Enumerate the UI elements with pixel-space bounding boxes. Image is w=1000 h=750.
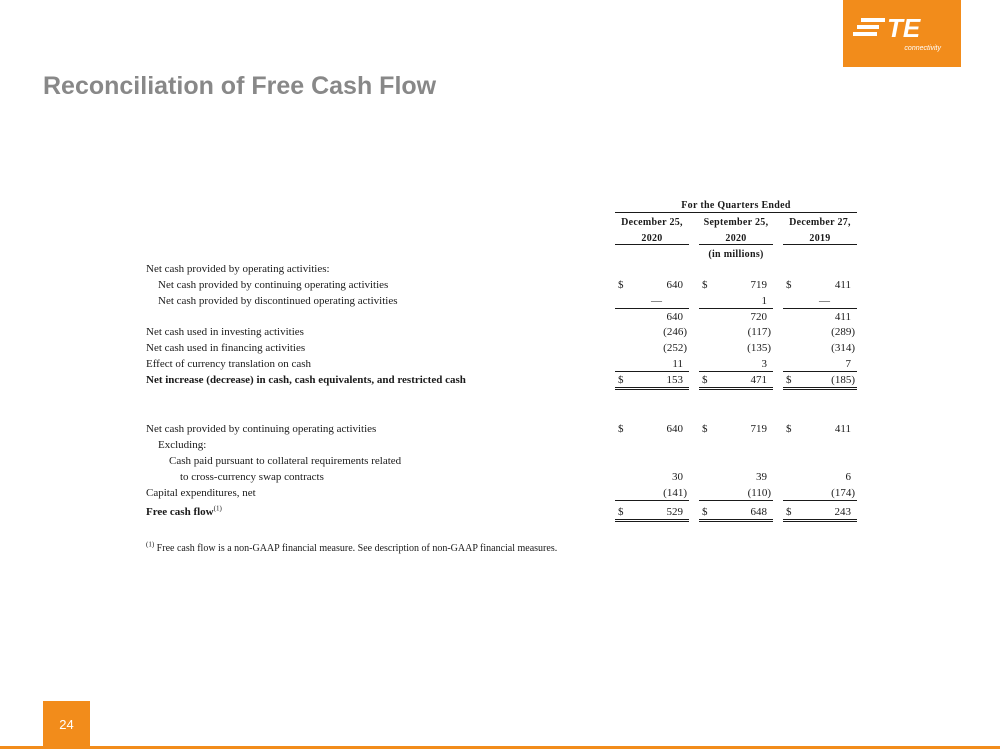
value-ops-total-2: 720 <box>750 311 767 323</box>
footnote-text: Free cash flow is a non-GAAP financial measure. See description of non-GAAP financial measures. <box>156 543 558 554</box>
currency-symbol: $ <box>618 374 624 386</box>
value-fx-3: 7 <box>845 358 851 370</box>
page-number: 24 <box>59 717 74 732</box>
value-investing-1: (246) <box>663 326 687 338</box>
value-collateral-1: 30 <box>672 471 683 483</box>
col-header-2-line1: September 25, <box>703 217 769 228</box>
row-label-collateral-2: to cross-currency swap contracts <box>180 471 324 483</box>
value-collateral-2: 39 <box>756 471 767 483</box>
value-ops-total-1: 640 <box>666 311 683 323</box>
value-disc-1: — <box>651 295 662 307</box>
double-rule-2a <box>699 387 773 388</box>
value-financing-2: (135) <box>747 342 771 354</box>
row-label-continuing-ops: Net cash provided by continuing operating activities <box>158 279 389 291</box>
value-fcf-cont-2: 719 <box>750 423 767 435</box>
value-investing-3: (289) <box>831 326 855 338</box>
fcf-rule-2 <box>699 500 773 501</box>
row-label-fcf-continuing: Net cash provided by continuing operating activities <box>146 423 377 435</box>
row-label-fcf <box>146 506 222 519</box>
currency-symbol: $ <box>786 374 792 386</box>
row-label-discontinued-ops: Net cash provided by discontinued operating activities <box>158 295 398 307</box>
page-number-box <box>43 701 90 747</box>
col-header-3-line1: December 27, <box>789 217 851 228</box>
logo-brand-text: TE <box>887 13 921 43</box>
value-investing-2: (117) <box>747 326 771 338</box>
value-capex-1: (141) <box>663 487 687 499</box>
header-group-label: For the Quarters Ended <box>681 200 791 211</box>
col-header-rule-2 <box>699 244 773 245</box>
units-label: (in millions) <box>708 249 764 260</box>
currency-symbol: $ <box>702 374 708 386</box>
logo-tagline: connectivity <box>904 45 941 52</box>
row-label-financing: Net cash used in financing activities <box>146 342 306 354</box>
fcf-double-rule-3a <box>783 519 857 520</box>
total-rule-2 <box>699 371 773 372</box>
currency-symbol: $ <box>702 423 708 435</box>
col-header-1-line1: December 25, <box>621 217 683 228</box>
currency-symbol: $ <box>786 279 792 291</box>
value-fx-1: 11 <box>672 358 683 370</box>
footnote-marker: (1) <box>146 540 155 549</box>
value-disc-3: — <box>819 295 830 307</box>
fcf-rule-1 <box>615 500 689 501</box>
row-label-excluding: Excluding: <box>158 439 207 451</box>
header-rule <box>615 212 857 213</box>
double-rule-1a <box>615 387 689 388</box>
value-net-2: 471 <box>750 374 767 386</box>
col-header-1-line2: 2020 <box>641 233 663 244</box>
total-rule-3 <box>783 371 857 372</box>
fcf-double-rule-3b <box>783 521 857 522</box>
value-cont-2: 719 <box>750 279 767 291</box>
currency-symbol: $ <box>702 279 708 291</box>
value-fcf-cont-3: 411 <box>834 423 851 435</box>
row-label-capex: Capital expenditures, net <box>146 487 256 499</box>
row-label-collateral-1: Cash paid pursuant to collateral requirements related <box>169 455 402 467</box>
value-cont-1: 640 <box>666 279 683 291</box>
total-rule-1 <box>615 371 689 372</box>
value-capex-2: (110) <box>747 487 771 499</box>
currency-symbol: $ <box>786 506 792 518</box>
double-rule-2b <box>699 389 773 390</box>
double-rule-3a <box>783 387 857 388</box>
value-fcf-2: 648 <box>750 506 767 518</box>
value-net-3: (185) <box>831 374 855 386</box>
value-collateral-3: 6 <box>845 471 851 483</box>
value-fx-2: 3 <box>761 358 767 370</box>
currency-symbol: $ <box>618 423 624 435</box>
currency-symbol: $ <box>702 506 708 518</box>
value-net-1: 153 <box>666 374 683 386</box>
double-rule-3b <box>783 389 857 390</box>
col-header-2-line2: 2020 <box>725 233 747 244</box>
col-header-rule-3 <box>783 244 857 245</box>
fcf-double-rule-2b <box>699 521 773 522</box>
subtotal-rule-1 <box>615 308 689 309</box>
value-cont-3: 411 <box>834 279 851 291</box>
value-fcf-3: 243 <box>834 506 851 518</box>
subtotal-rule-2 <box>699 308 773 309</box>
page-title: Reconciliation of Free Cash Flow <box>43 72 437 100</box>
value-financing-1: (252) <box>663 342 687 354</box>
row-label-fx: Effect of currency translation on cash <box>146 358 312 370</box>
fcf-double-rule-1b <box>615 521 689 522</box>
row-label-net-change: Net increase (decrease) in cash, cash equivalents, and restricted cash <box>146 374 466 386</box>
currency-symbol: $ <box>786 423 792 435</box>
currency-symbol: $ <box>618 279 624 291</box>
currency-symbol: $ <box>618 506 624 518</box>
value-ops-total-3: 411 <box>834 311 851 323</box>
fcf-double-rule-1a <box>615 519 689 520</box>
fcf-footnote-marker: (1) <box>213 504 222 513</box>
fcf-label-text: Free cash flow <box>146 506 214 518</box>
subtotal-rule-3 <box>783 308 857 309</box>
value-disc-2: 1 <box>761 295 767 307</box>
footer-accent-line <box>0 746 1000 749</box>
footnote <box>146 542 557 555</box>
row-label-ops-heading: Net cash provided by operating activities: <box>146 263 330 275</box>
fcf-double-rule-2a <box>699 519 773 520</box>
col-header-rule-1 <box>615 244 689 245</box>
fcf-rule-3 <box>783 500 857 501</box>
value-fcf-cont-1: 640 <box>666 423 683 435</box>
value-capex-3: (174) <box>831 487 855 499</box>
value-fcf-1: 529 <box>666 506 683 518</box>
double-rule-1b <box>615 389 689 390</box>
row-label-investing: Net cash used in investing activities <box>146 326 304 338</box>
value-financing-3: (314) <box>831 342 855 354</box>
col-header-3-line2: 2019 <box>809 233 831 244</box>
